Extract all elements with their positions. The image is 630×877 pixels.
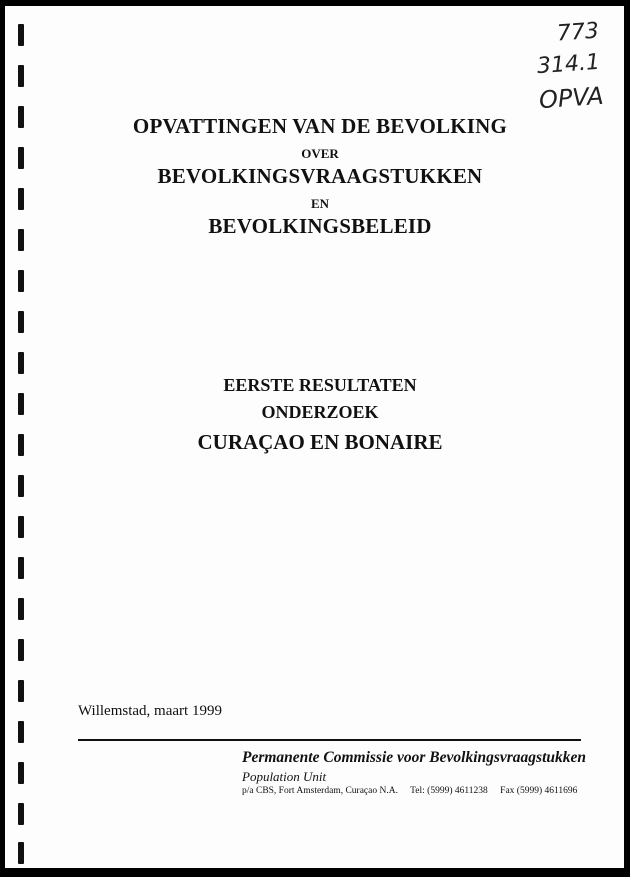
binding-hole	[18, 475, 24, 497]
organization-unit: Population Unit	[242, 769, 327, 784]
subtitle-line: ONDERZOEK	[261, 402, 379, 422]
binding-hole	[18, 842, 24, 864]
title-connector: EN	[310, 196, 330, 211]
binding-hole	[18, 762, 24, 784]
binding-hole	[18, 24, 24, 46]
binding-hole	[18, 680, 24, 702]
binding-hole	[18, 516, 24, 538]
title-line: OPVATTINGEN VAN DE BEVOLKING	[132, 114, 508, 138]
binding-hole	[18, 803, 24, 825]
binding-hole	[18, 598, 24, 620]
telephone: Tel: (5999) 4611238	[410, 786, 488, 796]
binding-hole	[18, 557, 24, 579]
binding-hole	[18, 65, 24, 87]
title-line: BEVOLKINGSBELEID	[208, 214, 432, 238]
handwritten-note: 773	[556, 18, 600, 47]
contact-address	[242, 786, 577, 796]
fax: Fax (5999) 4611696	[500, 786, 578, 796]
subtitle-line: CURAÇAO EN BONAIRE	[197, 430, 443, 454]
handwritten-note: OPVA	[538, 81, 605, 115]
title-line: BEVOLKINGSVRAAGSTUKKEN	[157, 164, 483, 188]
address-text: p/a CBS, Fort Amsterdam, Curaçao N.A.	[242, 786, 398, 796]
binding-hole	[18, 639, 24, 661]
place-date: Willemstad, maart 1999	[78, 703, 222, 719]
handwritten-note: 314.1	[536, 49, 601, 80]
organization-name: Permanente Commissie voor Bevolkingsvraagstukken	[242, 749, 587, 766]
binding-hole	[18, 311, 24, 333]
title-connector: OVER	[301, 146, 339, 161]
binding-hole	[18, 721, 24, 743]
subtitle-line: EERSTE RESULTATEN	[223, 375, 417, 395]
binding-hole	[18, 352, 24, 374]
document-page	[5, 6, 624, 868]
divider	[78, 739, 581, 741]
binding-hole	[18, 270, 24, 292]
